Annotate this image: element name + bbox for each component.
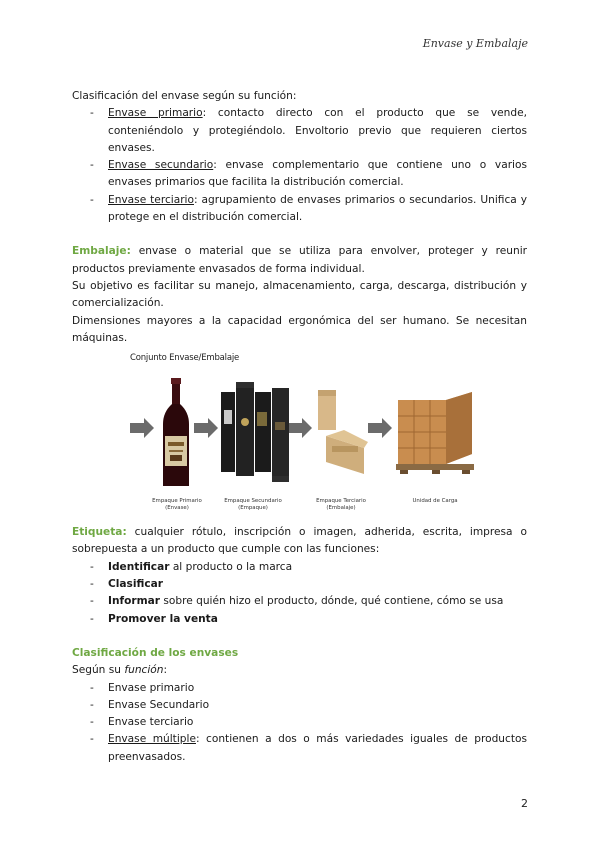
clasificacion-list [72,680,527,766]
caption-line: Empaque Primario [152,498,202,505]
caption-line: (Embalaje) [326,505,356,512]
embalaje-dimensions: Dimensiones mayores a la capacidad ergonómica del ser humano. Se necesitan máquinas. [72,314,527,344]
figure-caption [220,498,286,512]
page-body [72,88,527,766]
envase-types-list [72,105,527,226]
wine-bottle-image [160,378,192,488]
etiqueta-label: Etiqueta: [72,526,127,539]
list-item [72,105,527,157]
function-text: al producto o la marca [169,560,293,573]
embalaje-def-text: envase o material que se utiliza para envolver, proteger y reunir productos previamente envasados de forma individual. [72,245,527,275]
figure-caption [150,498,204,512]
page-number: 2 [521,797,528,810]
arrow-icon [368,418,394,438]
list-item [72,192,527,227]
pallet-load-image [396,390,474,474]
etiqueta-definition [72,524,527,559]
embalaje-definition [72,243,527,278]
list-item [72,576,527,593]
term: Envase primario [108,107,203,120]
segun-line [72,662,527,679]
classification-intro: Clasificación del envase según su función: [72,90,297,102]
term: Envase múltiple [108,733,196,746]
embalaje-label: Embalaje: [72,245,131,258]
arrow-icon [130,418,156,438]
function-term: Identificar [108,560,170,573]
tertiary-box-image [316,388,370,478]
list-item: - Envase terciario [72,714,527,731]
figure-caption [404,498,466,505]
function-term: Promover la venta [108,612,218,625]
definition: : envase complementario que contiene uno o varios envases primarios que facilita la distribución comercial. [108,159,527,189]
figure-caption [308,498,374,512]
figure-title: Conjunto Envase/Embalaje [130,353,240,364]
embalaje-objective: Su objetivo es facilitar su manejo, almacenamiento, carga, descarga, distribución y comercialización. [72,279,527,310]
arrow-icon [194,418,220,438]
term: Envase terciario [108,193,194,206]
list-item: - Envase primario [72,680,527,697]
list-item: - Envase Secundario [72,697,527,714]
list-item [72,593,527,610]
list-item [72,157,527,192]
caption-line: (Empaque) [238,505,268,512]
segun-prefix: Según su [72,664,125,677]
list-item [72,731,527,766]
section-heading: Clasificación de los envases [72,646,239,659]
running-header: Envase y Embalaje [422,37,528,50]
caption-line: Unidad de Carga [412,498,458,505]
caption-line: Empaque Secundario [224,498,282,505]
list-item [72,611,527,628]
list-item [72,559,527,576]
secondary-box-image [221,382,289,482]
definition: : contienen a dos o más variedades iguales de productos preenvasados. [108,733,527,763]
function-text: sobre quién hizo el producto, dónde, qué contiene, cómo se usa [160,595,504,608]
caption-line: (Envase) [165,505,189,512]
packaging-figure [130,350,530,520]
etiqueta-def-text: cualquier rótulo, inscripción o imagen, adherida, escrita, impresa o sobrepuesta a un producto que cumple con las funciones: [72,526,527,556]
caption-line: Empaque Terciario [316,498,366,505]
definition: : contacto directo con el producto que se vende, conteniéndolo y protegiéndolo. Envoltorio previo que requieren ciertos envases. [108,107,527,154]
segun-suffix: : [163,664,168,677]
etiqueta-functions-list [72,559,527,628]
function-term: Informar [108,595,161,608]
function-term: Clasificar [108,578,163,591]
definition: : agrupamiento de envases primarios o secundarios. Unifica y protege en el distribución comercial. [108,193,527,224]
segun-italic: función [124,664,164,677]
term: Envase secundario [108,159,214,172]
arrow-icon [288,418,314,438]
